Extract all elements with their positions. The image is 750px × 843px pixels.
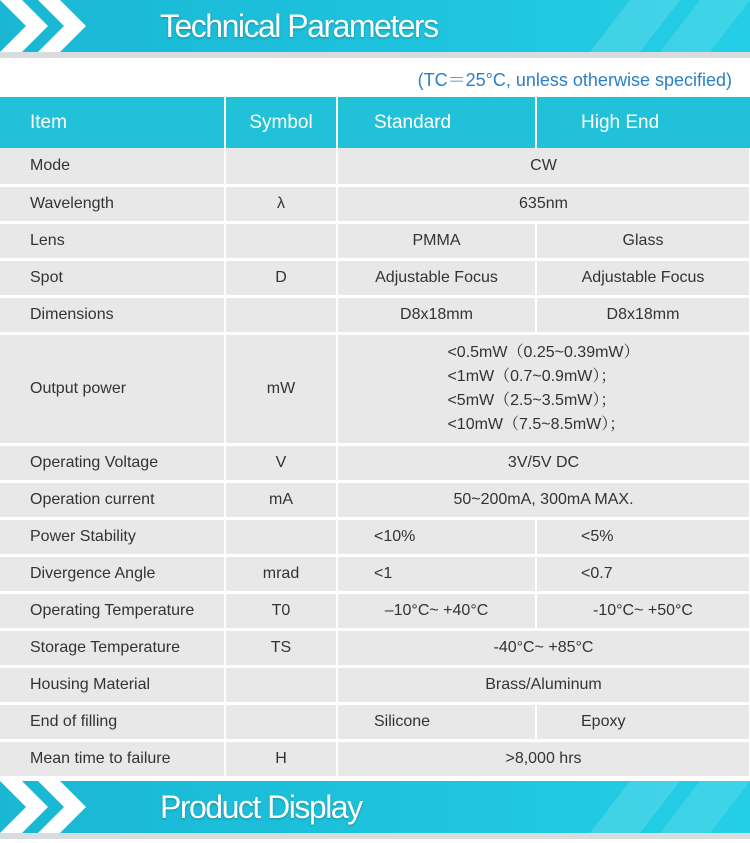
symbol-cell: TS (225, 629, 337, 666)
standard-cell: D8x18mm (337, 296, 536, 333)
symbol-cell (225, 666, 337, 703)
table-row (0, 518, 750, 555)
value-cell (337, 333, 750, 444)
symbol-cell: mA (225, 481, 337, 518)
output-power-line: <10mW（7.5~8.5mW）； (447, 415, 626, 433)
product-display-banner (0, 781, 750, 833)
item-cell: Mode (0, 148, 225, 185)
divider (0, 833, 750, 839)
table-header-row (0, 97, 750, 148)
value-cell: >8,000 hrs (337, 740, 750, 777)
standard-cell: Adjustable Focus (337, 259, 536, 296)
table-row (0, 481, 750, 518)
value-cell: -40°C~ +85°C (337, 629, 750, 666)
high-end-cell: <0.7 (536, 555, 750, 592)
symbol-cell: mW (225, 333, 337, 444)
value-cell: CW (337, 148, 750, 185)
high-end-cell: <5% (536, 518, 750, 555)
item-cell: Dimensions (0, 296, 225, 333)
symbol-cell (225, 148, 337, 185)
table-row (0, 333, 750, 444)
high-end-cell: Epoxy (536, 703, 750, 740)
symbol-cell (225, 518, 337, 555)
high-end-cell: Adjustable Focus (536, 259, 750, 296)
output-power-line: <1mW（0.7~0.9mW）； (447, 367, 617, 385)
table-row (0, 259, 750, 296)
high-end-cell: Glass (536, 222, 750, 259)
value-cell: 635nm (337, 185, 750, 222)
symbol-cell: λ (225, 185, 337, 222)
output-power-line: <0.5mW（0.25~0.39mW） (447, 343, 640, 361)
value-cell: Brass/Aluminum (337, 666, 750, 703)
item-cell: Operating Temperature (0, 592, 225, 629)
standard-cell: –10°C~ +40°C (337, 592, 536, 629)
standard-cell: <1 (337, 555, 536, 592)
spec-note: (TC＝25°C, unless otherwise specified) (417, 70, 732, 90)
table-row (0, 629, 750, 666)
symbol-cell (225, 296, 337, 333)
banner-stripes (560, 0, 750, 52)
item-cell: Wavelength (0, 185, 225, 222)
item-cell: Output power (0, 333, 225, 444)
standard-cell: Silicone (337, 703, 536, 740)
double-chevron-icon (0, 781, 110, 833)
value-cell: 3V/5V DC (337, 444, 750, 481)
item-cell: End of filling (0, 703, 225, 740)
item-cell: Spot (0, 259, 225, 296)
table-row (0, 740, 750, 777)
table-row (0, 666, 750, 703)
high-end-cell: D8x18mm (536, 296, 750, 333)
item-cell: Power Stability (0, 518, 225, 555)
symbol-cell (225, 222, 337, 259)
item-cell: Operation current (0, 481, 225, 518)
symbol-cell: T0 (225, 592, 337, 629)
table-row (0, 185, 750, 222)
symbol-cell (225, 703, 337, 740)
item-cell: Storage Temperature (0, 629, 225, 666)
item-cell: Housing Material (0, 666, 225, 703)
parameters-table (0, 97, 750, 779)
table-row (0, 296, 750, 333)
table-row (0, 222, 750, 259)
double-chevron-icon (0, 0, 110, 52)
standard-cell: <10% (337, 518, 536, 555)
value-cell: 50~200mA, 300mA MAX. (337, 481, 750, 518)
page-title: Technical Parameters (160, 8, 438, 44)
column-header-standard: Standard (337, 97, 536, 148)
symbol-cell: V (225, 444, 337, 481)
item-cell: Lens (0, 222, 225, 259)
table-row (0, 703, 750, 740)
output-power-line: <5mW（2.5~3.5mW）； (447, 391, 617, 409)
column-header-high-end: High End (536, 97, 750, 148)
item-cell: Divergence Angle (0, 555, 225, 592)
high-end-cell: -10°C~ +50°C (536, 592, 750, 629)
column-header-item: Item (0, 97, 225, 148)
table-row (0, 148, 750, 185)
item-cell: Operating Voltage (0, 444, 225, 481)
item-cell: Mean time to failure (0, 740, 225, 777)
standard-cell: PMMA (337, 222, 536, 259)
divider (0, 52, 750, 58)
symbol-cell: mrad (225, 555, 337, 592)
symbol-cell: H (225, 740, 337, 777)
banner-stripes (560, 781, 750, 833)
output-power-list (447, 341, 639, 437)
section-title: Product Display (160, 789, 362, 825)
table-row (0, 555, 750, 592)
column-header-symbol: Symbol (225, 97, 337, 148)
symbol-cell: D (225, 259, 337, 296)
technical-parameters-banner (0, 0, 750, 52)
table-row (0, 592, 750, 629)
table-row (0, 444, 750, 481)
